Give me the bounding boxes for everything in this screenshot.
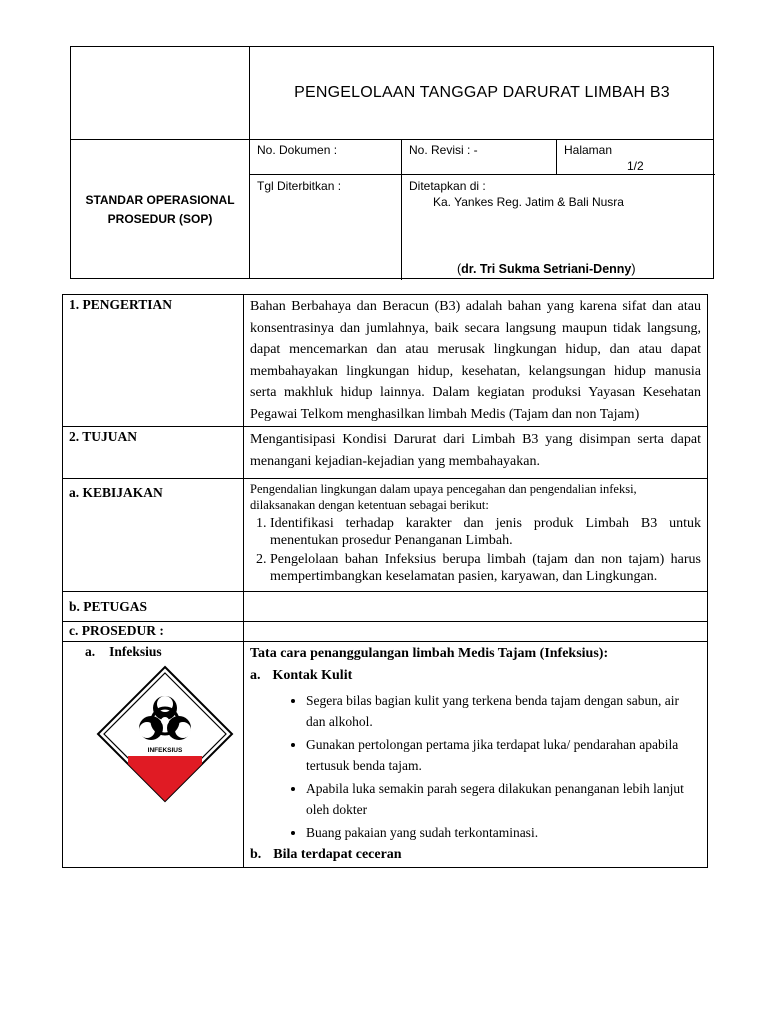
row-kebijakan [63, 479, 708, 592]
row-infeksius [63, 642, 708, 868]
kebijakan-label: a. KEBIJAKAN [63, 479, 244, 592]
infeksius-heading [85, 644, 237, 660]
kontak-item: • Apabila luka semakin parah segera dilakukan penanganan lebih lanjut oleh dokter [306, 778, 701, 820]
kontak-kulit-list [250, 690, 701, 843]
kebijakan-content [244, 479, 708, 592]
signer-open-paren: ( [457, 262, 462, 276]
infeksius-cell [63, 642, 244, 868]
infeksius-procedure [244, 642, 708, 868]
tata-cara-title: Tata cara penanggulangan limbah Medis Tajam (Infeksius): [250, 646, 609, 661]
kebijakan-list [250, 515, 701, 585]
kebijakan-item: 2. Pengelolaan bahan Infeksius berupa limbah (tajam dan non tajam) harus mempertimbangkan keselamatan pasien, karyawan, dan Lingkungan. [270, 551, 701, 585]
kontak-item: • Gunakan pertolongan pertama jika terdapat luka/ pendarahan apabila tertusuk benda tajam. [306, 734, 701, 776]
kontak-kulit-heading [250, 666, 701, 686]
kontak-item: • Segera bilas bagian kulit yang terkena benda tajam dengan sabun, air dan alkohol. [306, 690, 701, 732]
ceceran-label: Bila terdapat ceceran [273, 847, 402, 862]
signer [457, 262, 636, 276]
kebijakan-intro: Pengendalian lingkungan dalam upaya pencegahan dan pengendalian infeksi, dilaksanakan dengan ketentuan sebagai berikut: [250, 482, 637, 512]
tujuan-text: Mengantisipasi Kondisi Darurat dari Limbah B3 yang disimpan serta dapat menangani kejadian-kejadian yang membahayakan. [244, 427, 708, 479]
row-petugas [63, 592, 708, 622]
signer-name: dr. Tri Sukma Setriani-Denny [461, 262, 632, 276]
prosedur-label: c. PROSEDUR : [63, 622, 244, 642]
ditetapkan-value: Ka. Yankes Reg. Jatim & Bali Nusra [433, 195, 624, 209]
ceceran-heading [250, 845, 701, 865]
pengertian-text: Bahan Berbahaya dan Beracun (B3) adalah bahan yang karena sifat dan atau konsentrasinya dan jumlahnya, baik secara langsung maupun tidak langsung, dapat mencemarkan dan atau merusak lingkungan hidup, dan atau dapat membahayakan lingkungan hidup, kesehatan, kelangsungan hidup manusia serta makhluk hidup lainnya. Dalam kegiatan produksi Yayasan Kesehatan Pegawai Telkom menghasilkan limbah Medis (Tajam dan non Tajam) [244, 295, 708, 427]
row-tujuan [63, 427, 708, 479]
document-header [70, 46, 714, 279]
petugas-value [244, 592, 708, 622]
row-pengertian [63, 295, 708, 427]
sop-line-1: STANDAR OPERASIONAL [85, 192, 235, 207]
ditetapkan-label: Ditetapkan di : [409, 179, 486, 193]
ceceran-letter: b. [250, 847, 262, 862]
halaman-label: Halaman [564, 143, 613, 157]
infeksius-label: Infeksius [109, 644, 162, 659]
kontak-letter: a. [250, 668, 261, 683]
sop-line-2: PROSEDUR (SOP) [107, 211, 213, 226]
sop-label [71, 139, 249, 280]
infeksius-letter: a. [85, 644, 96, 659]
kebijakan-item: 1. Identifikasi terhadap karakter dan jenis produk Limbah B3 untuk menentukan prosedur Penanganan Limbah. [270, 515, 701, 549]
no-dokumen-label: No. Dokumen : [257, 143, 338, 157]
kontak-item: • Buang pakaian yang sudah terkontaminasi. [306, 822, 701, 843]
petugas-label: b. PETUGAS [63, 592, 244, 622]
no-revisi-label: No. Revisi : - [409, 143, 478, 157]
halaman-value: 1/2 [627, 159, 644, 173]
tgl-diterbitkan-label: Tgl Diterbitkan : [257, 179, 342, 193]
row-prosedur [63, 622, 708, 642]
sop-content-table [62, 294, 708, 868]
pengertian-label: 1. PENGERTIAN [63, 295, 244, 427]
signer-close-paren: ) [631, 262, 636, 276]
kontak-label: Kontak Kulit [272, 668, 353, 683]
biohazard-sign-icon [95, 664, 235, 804]
prosedur-empty [244, 622, 708, 642]
tujuan-label: 2. TUJUAN [63, 427, 244, 479]
document-title: PENGELOLAAN TANGGAP DARURAT LIMBAH B3 [294, 84, 670, 101]
sign-label: INFEKSIUS [147, 747, 183, 754]
